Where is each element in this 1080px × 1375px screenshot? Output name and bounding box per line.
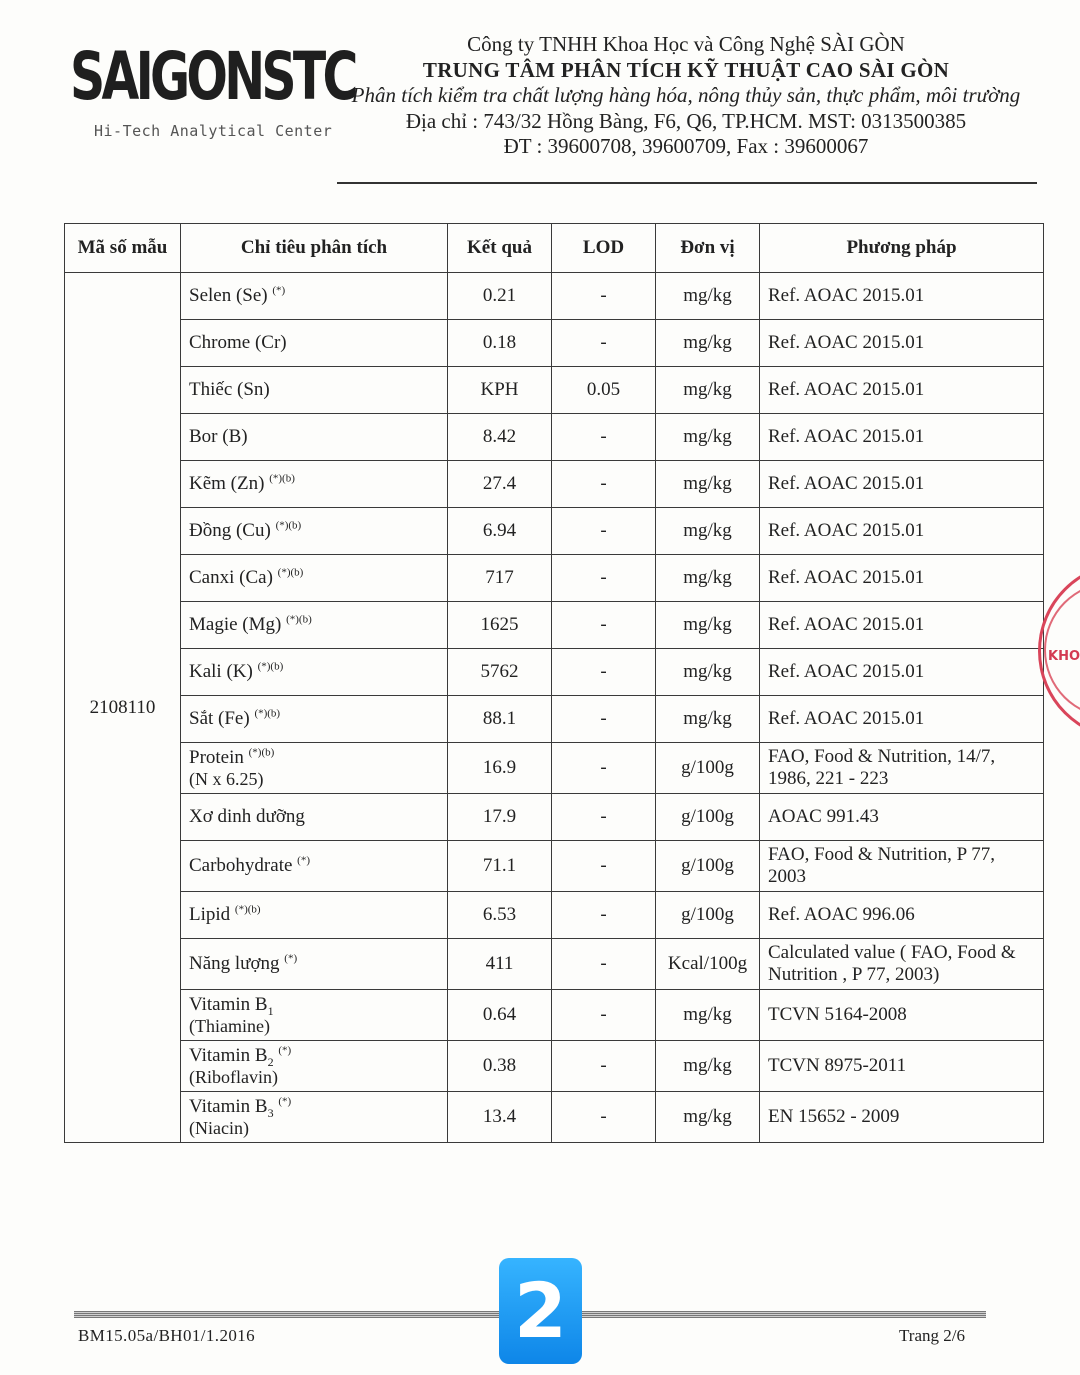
unit-cell: mg/kg — [656, 414, 760, 461]
parameter-line — [189, 953, 439, 975]
method-text-continued: Nutrition , P 77, 2003) — [768, 964, 940, 985]
method-text: Ref. AOAC 2015.01 — [768, 567, 925, 588]
method-text: Ref. AOAC 2015.01 — [768, 614, 925, 635]
accreditation-mark: (*)(b) — [286, 613, 312, 626]
header-unit: Đơn vị — [656, 224, 760, 273]
company-tagline: Phân tích kiểm tra chất lượng hàng hóa, nông thủy sản, thực phẩm, môi trường — [351, 83, 1021, 107]
method-cell — [760, 841, 1044, 892]
result-cell: 27.4 — [448, 461, 552, 508]
lod-cell: - — [552, 990, 656, 1041]
parameter-cell — [181, 990, 448, 1041]
method-cell — [760, 367, 1044, 414]
result-cell: 0.64 — [448, 990, 552, 1041]
lod-cell: - — [552, 414, 656, 461]
center-name: TRUNG TÂM PHÂN TÍCH KỸ THUẬT CAO SÀI GÒN — [422, 57, 950, 82]
header-sample-id: Mã số mẫu — [65, 224, 181, 273]
method-text: TCVN 5164-2008 — [768, 1004, 907, 1025]
unit-cell: g/100g — [656, 892, 760, 939]
table-row — [65, 602, 1044, 649]
parameter-name: Xơ dinh dưỡng — [189, 806, 305, 827]
method-cell — [760, 555, 1044, 602]
method-text-continued: 2003 — [768, 866, 806, 887]
result-cell: 6.94 — [448, 508, 552, 555]
accreditation-mark: (*)(b) — [269, 472, 295, 485]
method-text: Ref. AOAC 2015.01 — [768, 520, 925, 541]
result-cell: 1625 — [448, 602, 552, 649]
table-row — [65, 508, 1044, 555]
unit-cell: mg/kg — [656, 555, 760, 602]
table-body — [65, 273, 1044, 1143]
parameter-name: Kẽm (Zn) — [189, 473, 265, 494]
accreditation-mark: (*) — [272, 284, 286, 297]
parameter-line — [189, 567, 439, 589]
accreditation-mark: (*) — [278, 1095, 292, 1108]
page-label: Trang 2/6 — [899, 1326, 965, 1345]
method-cell — [760, 794, 1044, 841]
parameter-cell — [181, 1041, 448, 1092]
parameter-line — [189, 661, 439, 683]
lod-cell: - — [552, 696, 656, 743]
parameter-name: Năng lượng — [189, 953, 280, 974]
parameter-cell — [181, 892, 448, 939]
lod-cell: - — [552, 841, 656, 892]
accreditation-mark: (*)(b) — [275, 519, 302, 532]
lod-cell: - — [552, 555, 656, 602]
method-cell — [760, 320, 1044, 367]
parameter-name: Sắt (Fe) — [189, 708, 250, 729]
table-row — [65, 273, 1044, 320]
unit-cell: Kcal/100g — [656, 939, 760, 990]
parameter-cell — [181, 508, 448, 555]
parameter-line — [189, 1045, 439, 1067]
parameter-note: (N x 6.25) — [189, 768, 264, 789]
parameter-cell — [181, 794, 448, 841]
lod-cell: - — [552, 1092, 656, 1143]
method-cell — [760, 273, 1044, 320]
parameter-note: (Thiamine) — [189, 1015, 270, 1036]
parameter-line — [189, 473, 439, 495]
unit-cell: mg/kg — [656, 367, 760, 414]
unit-cell: mg/kg — [656, 649, 760, 696]
method-text: Calculated value ( FAO, Food & — [768, 942, 1016, 963]
table-row — [65, 461, 1044, 508]
parameter-name: Selen (Se) — [189, 285, 268, 306]
parameter-subscript: 2 — [267, 1054, 274, 1069]
result-cell: 5762 — [448, 649, 552, 696]
result-cell: 8.42 — [448, 414, 552, 461]
method-text: Ref. AOAC 2015.01 — [768, 379, 925, 400]
header-lod: LOD — [552, 224, 656, 273]
parameter-cell — [181, 414, 448, 461]
parameter-note: (Niacin) — [189, 1117, 249, 1138]
method-cell — [760, 743, 1044, 794]
table-row — [65, 649, 1044, 696]
unit-cell: g/100g — [656, 841, 760, 892]
table-row — [65, 696, 1044, 743]
method-text: Ref. AOAC 2015.01 — [768, 473, 925, 494]
parameter-line — [189, 332, 439, 354]
logo-subtitle: Hi-Tech Analytical Center — [94, 122, 333, 140]
company-info — [330, 32, 1042, 160]
parameter-name: Vitamin B — [189, 1095, 268, 1117]
parameter-cell — [181, 1092, 448, 1143]
table-row — [65, 414, 1044, 461]
method-cell — [760, 696, 1044, 743]
parameter-cell — [181, 696, 448, 743]
method-cell — [760, 414, 1044, 461]
lod-cell: - — [552, 461, 656, 508]
method-text: AOAC 991.43 — [768, 806, 879, 827]
parameter-cell — [181, 939, 448, 990]
form-code: BM15.05a/BH01/1.2016 — [78, 1326, 256, 1345]
parameter-name: Magie (Mg) — [189, 614, 282, 635]
unit-cell: g/100g — [656, 743, 760, 794]
result-cell: 88.1 — [448, 696, 552, 743]
table-row — [65, 939, 1044, 990]
method-cell — [760, 649, 1044, 696]
table-row — [65, 990, 1044, 1041]
page-number-badge: 2 — [499, 1258, 582, 1364]
header-parameter: Chỉ tiêu phân tích — [181, 224, 448, 273]
table-header-row — [65, 224, 1044, 273]
saigonstc-logo — [70, 38, 355, 154]
accreditation-mark: (*)(b) — [234, 903, 261, 916]
parameter-line — [189, 285, 439, 307]
lod-cell: 0.05 — [552, 367, 656, 414]
lod-cell: - — [552, 508, 656, 555]
parameter-name: Canxi (Ca) — [189, 567, 273, 588]
logo-wordmark: SAIGONSTC — [70, 38, 355, 115]
parameter-line — [189, 614, 439, 636]
unit-cell: mg/kg — [656, 273, 760, 320]
table-row — [65, 367, 1044, 414]
lod-cell: - — [552, 320, 656, 367]
unit-cell: mg/kg — [656, 320, 760, 367]
report-header — [0, 0, 1080, 190]
table-row — [65, 743, 1044, 794]
parameter-line — [189, 806, 439, 828]
unit-cell: mg/kg — [656, 1092, 760, 1143]
method-text: Ref. AOAC 2015.01 — [768, 332, 925, 353]
parameter-subscript: 1 — [267, 1003, 274, 1018]
parameter-name: Đồng (Cu) — [189, 520, 271, 541]
result-cell: 411 — [448, 939, 552, 990]
accreditation-mark: (*)(b) — [277, 566, 304, 579]
result-cell: 0.38 — [448, 1041, 552, 1092]
accreditation-mark: (*)(b) — [257, 660, 284, 673]
method-cell — [760, 990, 1044, 1041]
method-text: FAO, Food & Nutrition, P 77, — [768, 844, 995, 865]
parameter-line — [189, 1096, 439, 1118]
parameter-subscript: 3 — [267, 1105, 274, 1120]
parameter-name: Vitamin B — [189, 993, 268, 1015]
parameter-line — [189, 904, 439, 926]
unit-cell: mg/kg — [656, 461, 760, 508]
lod-cell: - — [552, 794, 656, 841]
method-text-continued: 1986, 221 - 223 — [768, 768, 889, 789]
result-cell: 6.53 — [448, 892, 552, 939]
header-result: Kết quả — [448, 224, 552, 273]
accreditation-mark: (*) — [284, 952, 298, 965]
method-cell — [760, 602, 1044, 649]
lod-cell: - — [552, 743, 656, 794]
table-row — [65, 892, 1044, 939]
analysis-results-table — [64, 223, 1044, 1143]
result-cell: KPH — [448, 367, 552, 414]
parameter-line — [189, 994, 439, 1016]
parameter-line — [189, 747, 439, 769]
table-row — [65, 555, 1044, 602]
result-cell: 17.9 — [448, 794, 552, 841]
method-text: FAO, Food & Nutrition, 14/7, — [768, 746, 996, 767]
result-cell: 717 — [448, 555, 552, 602]
method-text: Ref. AOAC 2015.01 — [768, 708, 925, 729]
table-row — [65, 1041, 1044, 1092]
parameter-cell — [181, 602, 448, 649]
parameter-name: Chrome (Cr) — [189, 332, 287, 353]
lod-cell: - — [552, 892, 656, 939]
stamp-text: KHO — [1048, 649, 1080, 664]
lod-cell: - — [552, 1041, 656, 1092]
method-text: TCVN 8975-2011 — [768, 1055, 907, 1076]
method-cell — [760, 939, 1044, 990]
parameter-note: (Riboflavin) — [189, 1066, 278, 1087]
method-text: Ref. AOAC 2015.01 — [768, 285, 925, 306]
table-row — [65, 1092, 1044, 1143]
parameter-line — [189, 708, 439, 730]
result-cell: 0.18 — [448, 320, 552, 367]
parameter-cell — [181, 273, 448, 320]
company-line: Công ty TNHH Khoa Học và Công Nghệ SÀI GÒN — [467, 32, 905, 56]
parameter-name: Kali (K) — [189, 661, 253, 682]
parameter-cell — [181, 320, 448, 367]
table-row — [65, 841, 1044, 892]
lod-cell: - — [552, 649, 656, 696]
parameter-line — [189, 855, 439, 877]
company-address: Địa chỉ : 743/32 Hồng Bàng, F6, Q6, TP.HCM. MST: 0313500385 — [405, 108, 967, 133]
parameter-cell — [181, 743, 448, 794]
sample-id-cell: 2108110 — [65, 273, 181, 1143]
table-row — [65, 794, 1044, 841]
parameter-cell — [181, 841, 448, 892]
parameter-cell — [181, 461, 448, 508]
company-phone: ĐT : 39600708, 39600709, Fax : 39600067 — [503, 134, 869, 158]
unit-cell: mg/kg — [656, 696, 760, 743]
parameter-cell — [181, 555, 448, 602]
method-cell — [760, 1092, 1044, 1143]
method-cell — [760, 1041, 1044, 1092]
method-cell — [760, 508, 1044, 555]
lod-cell: - — [552, 273, 656, 320]
lod-cell: - — [552, 939, 656, 990]
accreditation-mark: (*)(b) — [254, 707, 281, 720]
result-cell: 0.21 — [448, 273, 552, 320]
accreditation-mark: (*) — [278, 1044, 292, 1057]
parameter-name: Protein — [189, 746, 244, 768]
method-cell — [760, 461, 1044, 508]
unit-cell: mg/kg — [656, 1041, 760, 1092]
unit-cell: mg/kg — [656, 990, 760, 1041]
method-text: Ref. AOAC 2015.01 — [768, 661, 925, 682]
parameter-line — [189, 426, 439, 448]
accreditation-mark: (*)(b) — [248, 746, 275, 759]
header-method: Phương pháp — [760, 224, 1044, 273]
method-text: EN 15652 - 2009 — [768, 1106, 900, 1127]
parameter-name: Bor (B) — [189, 426, 248, 447]
method-text: Ref. AOAC 996.06 — [768, 904, 915, 925]
unit-cell: mg/kg — [656, 602, 760, 649]
parameter-cell — [181, 649, 448, 696]
result-cell: 71.1 — [448, 841, 552, 892]
parameter-name: Lipid — [189, 904, 231, 925]
parameter-line — [189, 379, 439, 401]
parameter-name: Vitamin B — [189, 1044, 268, 1066]
method-cell — [760, 892, 1044, 939]
header-divider — [337, 182, 1037, 184]
lod-cell: - — [552, 602, 656, 649]
parameter-line — [189, 520, 439, 542]
result-cell: 13.4 — [448, 1092, 552, 1143]
unit-cell: g/100g — [656, 794, 760, 841]
parameter-cell — [181, 367, 448, 414]
table-row — [65, 320, 1044, 367]
parameter-name: Carbohydrate — [189, 855, 293, 876]
unit-cell: mg/kg — [656, 508, 760, 555]
method-text: Ref. AOAC 2015.01 — [768, 426, 925, 447]
result-cell: 16.9 — [448, 743, 552, 794]
parameter-name: Thiếc (Sn) — [189, 379, 270, 400]
accreditation-mark: (*) — [297, 854, 310, 867]
